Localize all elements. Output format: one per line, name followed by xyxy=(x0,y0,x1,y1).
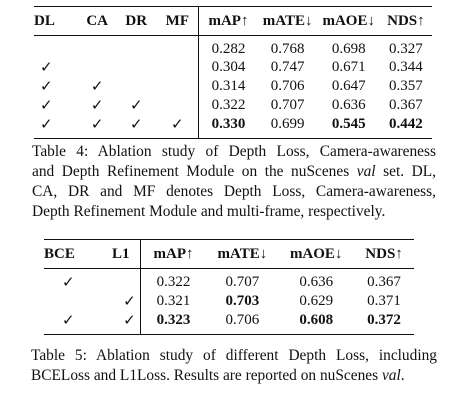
check-cell xyxy=(156,36,199,59)
table-row xyxy=(34,96,432,115)
caption-line: BCELoss and L1Loss. Results are reported on nuScenes val. xyxy=(31,367,405,384)
col-maoe: mAOE↓ xyxy=(322,12,375,29)
maoe-cell: 0.545 xyxy=(331,116,366,132)
caption-line: CA, DR and MF denotes Depth Loss, Camera-awareness, xyxy=(32,183,436,200)
mate-cell: 0.707 xyxy=(270,97,305,113)
table-5-header-row xyxy=(44,240,414,269)
table-row xyxy=(34,58,432,77)
check-cell xyxy=(78,36,116,59)
table-4-header-row xyxy=(34,7,432,36)
check-cell: ✓ xyxy=(40,98,53,114)
nds-cell: 0.344 xyxy=(389,59,423,75)
caption-line: Table 4: Ablation study of Depth Loss, Camera-awareness xyxy=(32,143,436,160)
table-row xyxy=(44,311,414,335)
col-dl: DL xyxy=(34,12,55,29)
map-cell: 0.322 xyxy=(140,269,206,293)
caption-line: Depth Refinement Module and multi-frame, respectively. xyxy=(32,203,386,220)
maoe-cell: 0.636 xyxy=(299,274,334,290)
col-l1: L1 xyxy=(111,245,130,262)
map-cell: 0.321 xyxy=(140,292,206,311)
map-cell: 0.314 xyxy=(199,77,258,96)
col-map: mAP↑ xyxy=(140,240,206,269)
check-cell xyxy=(34,36,78,59)
mate-cell: 0.703 xyxy=(225,293,260,309)
nds-cell: 0.372 xyxy=(367,312,401,328)
map-cell: 0.304 xyxy=(199,58,258,77)
col-mf: MF xyxy=(165,12,189,29)
table-row xyxy=(34,115,432,139)
maoe-cell: 0.629 xyxy=(299,293,334,309)
check-cell xyxy=(116,77,156,96)
check-cell xyxy=(102,269,140,293)
check-cell: ✓ xyxy=(62,275,75,291)
nds-cell: 0.367 xyxy=(367,274,401,290)
col-maoe: mAOE↓ xyxy=(289,245,343,262)
check-cell xyxy=(116,58,156,77)
caption-line: Table 5: Ablation study of different Depth Loss, including xyxy=(31,347,437,364)
mate-cell: 0.768 xyxy=(270,40,305,57)
table-4 xyxy=(34,6,432,139)
check-cell: ✓ xyxy=(129,117,143,133)
check-cell: ✓ xyxy=(40,117,53,133)
mate-cell: 0.706 xyxy=(270,78,305,94)
check-cell xyxy=(156,77,199,96)
table-row xyxy=(34,36,432,59)
map-cell: 0.323 xyxy=(140,311,206,335)
check-cell: ✓ xyxy=(90,79,104,95)
col-mate: mATE↓ xyxy=(262,12,313,29)
col-map: mAP↑ xyxy=(199,7,258,36)
check-cell: ✓ xyxy=(123,313,136,329)
check-cell xyxy=(156,58,199,77)
col-dr: DR xyxy=(125,12,148,29)
nds-cell: 0.327 xyxy=(389,40,423,57)
table-4-caption xyxy=(32,142,436,222)
nds-cell: 0.357 xyxy=(389,78,423,94)
mate-cell: 0.707 xyxy=(225,274,260,290)
check-cell: ✓ xyxy=(62,313,75,329)
col-nds: NDS↑ xyxy=(365,245,403,262)
check-cell xyxy=(78,58,116,77)
map-cell: 0.282 xyxy=(199,36,258,59)
check-cell: ✓ xyxy=(40,79,53,95)
nds-cell: 0.367 xyxy=(389,97,423,113)
col-mate: mATE↓ xyxy=(217,245,268,262)
table-5-caption xyxy=(31,346,437,386)
check-cell: ✓ xyxy=(90,98,104,114)
table-row xyxy=(44,292,414,311)
col-nds: NDS↑ xyxy=(387,12,425,29)
map-cell: 0.330 xyxy=(199,115,258,139)
nds-cell: 0.442 xyxy=(389,116,423,132)
mate-cell: 0.699 xyxy=(270,116,305,132)
check-cell xyxy=(156,96,199,115)
col-ca: CA xyxy=(86,12,108,29)
maoe-cell: 0.636 xyxy=(331,97,366,113)
maoe-cell: 0.671 xyxy=(331,59,366,75)
check-cell xyxy=(116,36,156,59)
nds-cell: 0.371 xyxy=(367,293,401,309)
map-cell: 0.322 xyxy=(199,96,258,115)
maoe-cell: 0.698 xyxy=(331,40,366,57)
check-cell: ✓ xyxy=(40,60,53,76)
table-5 xyxy=(44,239,414,335)
check-cell: ✓ xyxy=(129,98,143,114)
col-bce: BCE xyxy=(44,245,75,262)
maoe-cell: 0.647 xyxy=(331,78,366,94)
mate-cell: 0.747 xyxy=(270,59,305,75)
caption-line: and Depth Refinement Module on the nuScenes val set. DL, xyxy=(32,163,436,180)
table-row xyxy=(44,269,414,293)
mate-cell: 0.706 xyxy=(225,312,260,328)
check-cell: ✓ xyxy=(90,117,104,133)
table-row xyxy=(34,77,432,96)
check-cell: ✓ xyxy=(171,117,184,133)
maoe-cell: 0.608 xyxy=(299,312,334,328)
check-cell: ✓ xyxy=(123,294,136,310)
check-cell xyxy=(44,292,102,311)
